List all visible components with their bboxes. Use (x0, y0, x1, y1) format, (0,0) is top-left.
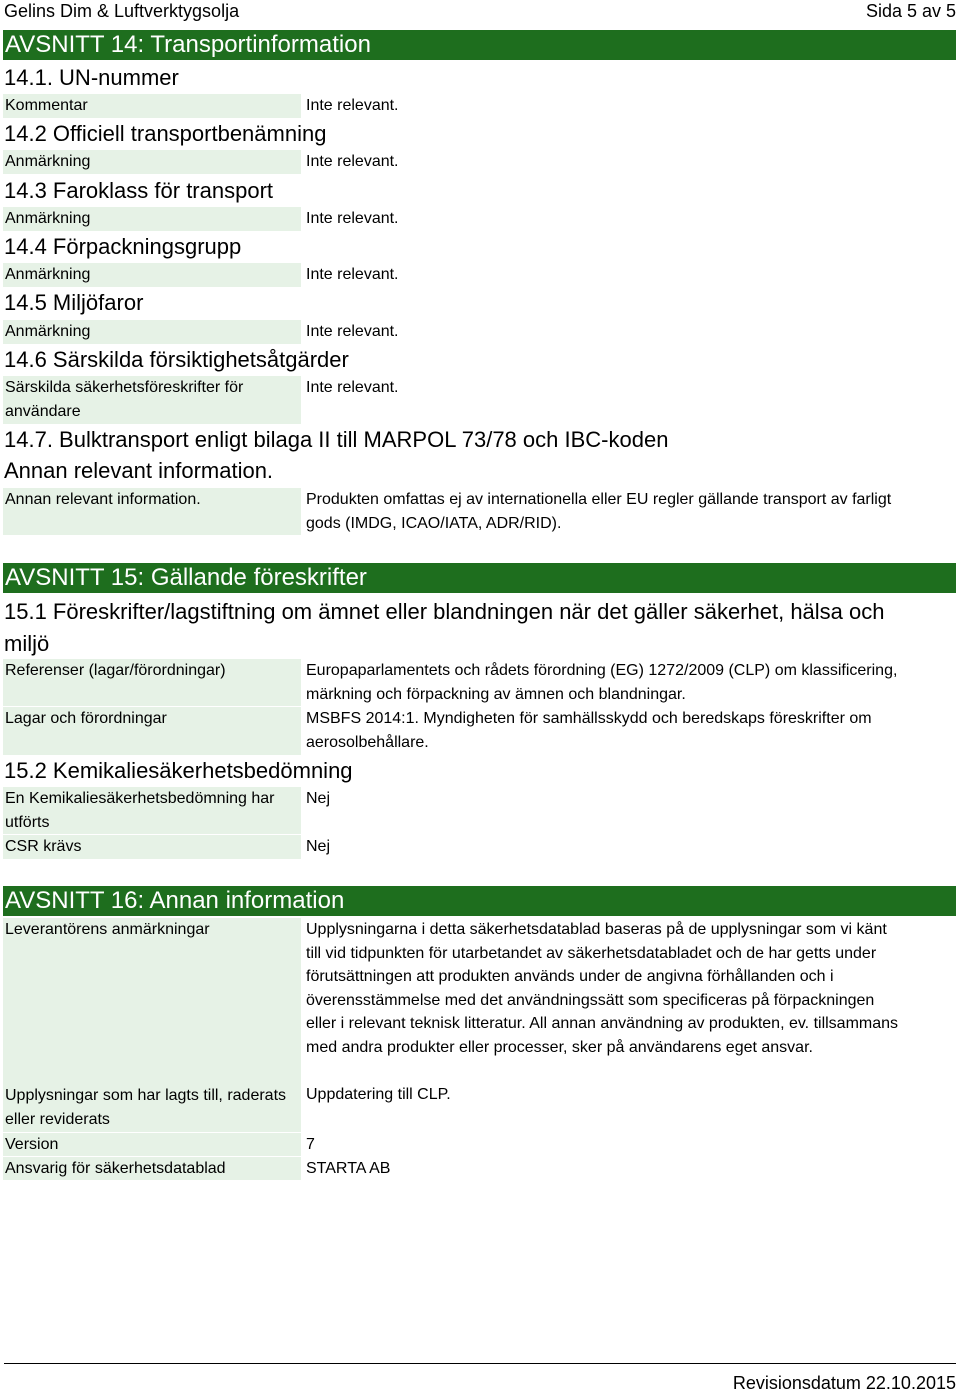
field-value: MSBFS 2014:1. Myndigheten för samhällsskydd och beredskaps föreskrifter om aerosolbehållare. (306, 710, 872, 751)
field-label: En Kemikaliesäkerhetsbedömning har utförts (3, 787, 301, 834)
field-label: Leverantörens anmärkningar (3, 918, 301, 1085)
field-label: Upplysningar som har lagts till, raderats eller reviderats (3, 1084, 301, 1132)
section-15-title: AVSNITT 15: Gällande föreskrifter (3, 563, 956, 593)
subheading-14-4: 14.4 Förpackningsgrupp (4, 234, 242, 259)
field-value: Uppdatering till CLP. (306, 1086, 451, 1103)
section-14-title: AVSNITT 14: Transportinformation (3, 30, 956, 60)
field-value: 7 (306, 1136, 315, 1153)
field-value: Inte relevant. (306, 97, 399, 114)
field-value: Europaparlamentets och rådets förordning (EG) 1272/2009 (CLP) om klassificering, märkning och förpackning av ämnen och blandningar. (306, 662, 898, 703)
subheading-14-3: 14.3 Faroklass för transport (4, 178, 274, 203)
field-label: Ansvarig för säkerhetsdatablad (3, 1157, 301, 1180)
subheading-14-5: 14.5 Miljöfaror (4, 290, 144, 315)
field-label: Särskilda säkerhetsföreskrifter för användare (3, 376, 301, 424)
field-value: Inte relevant. (306, 210, 399, 227)
subheading-14-6: 14.6 Särskilda försiktighetsåtgärder (4, 347, 349, 372)
field-value: Produkten omfattas ej av internationella eller EU regler gällande transport av farligt gods (IMDG, ICAO/IATA, ADR/RID). (306, 491, 892, 532)
page-number: Sida 5 av 5 (865, 1, 956, 21)
field-label: Anmärkning (3, 207, 301, 231)
subheading-14-7: 14.7. Bulktransport enligt bilaga II till MARPOL 73/78 och IBC-koden (4, 427, 669, 452)
field-value: Inte relevant. (306, 379, 399, 396)
field-value: Nej (306, 790, 331, 807)
field-value: STARTA AB (306, 1160, 391, 1177)
field-label: Anmärkning (3, 320, 301, 344)
field-value: Inte relevant. (306, 323, 399, 340)
subheading-14-2: 14.2 Officiell transportbenämning (4, 121, 327, 146)
field-label: CSR krävs (3, 835, 301, 859)
field-value: Upplysningarna i detta säkerhetsdatablad baseras på de upplysningar som vi känt till vid tidpunkten för utarbetandet av säkerhetsdatabladet och de har getts under förutsättningen att produkten används under de angivna förhållanden och i överensstämmelse med det användningssätt som specificeras på förpackningen eller i relevant teknisk litteratur. All annan användning av produkten, ev. tillsammans med andra produkter eller processer, sker på användarens eget ansvar. (306, 921, 899, 1056)
field-value: Inte relevant. (306, 266, 399, 283)
subheading-other-info: Annan relevant information. (4, 458, 274, 483)
subheading-15-1: 15.1 Föreskrifter/lagstiftning om ämnet eller blandningen när det gäller säkerhet, hälsa och miljö (4, 599, 885, 656)
field-label: Lagar och förordningar (3, 707, 301, 755)
field-value: Nej (306, 838, 331, 855)
field-label: Anmärkning (3, 150, 301, 174)
field-label: Annan relevant information. (3, 488, 301, 535)
subheading-14-1: 14.1. UN-nummer (4, 65, 179, 90)
product-name: Gelins Dim & Luftverktygsolja (4, 1, 240, 21)
footer-divider (4, 1363, 956, 1364)
field-value: Inte relevant. (306, 153, 399, 170)
revision-date: Revisionsdatum 22.10.2015 (732, 1373, 956, 1393)
field-label: Anmärkning (3, 263, 301, 287)
subheading-15-2: 15.2 Kemikaliesäkerhetsbedömning (4, 758, 353, 783)
section-16-title: AVSNITT 16: Annan information (3, 886, 956, 916)
field-label: Version (3, 1133, 301, 1156)
field-label: Referenser (lagar/förordningar) (3, 659, 301, 706)
field-label: Kommentar (3, 94, 301, 118)
